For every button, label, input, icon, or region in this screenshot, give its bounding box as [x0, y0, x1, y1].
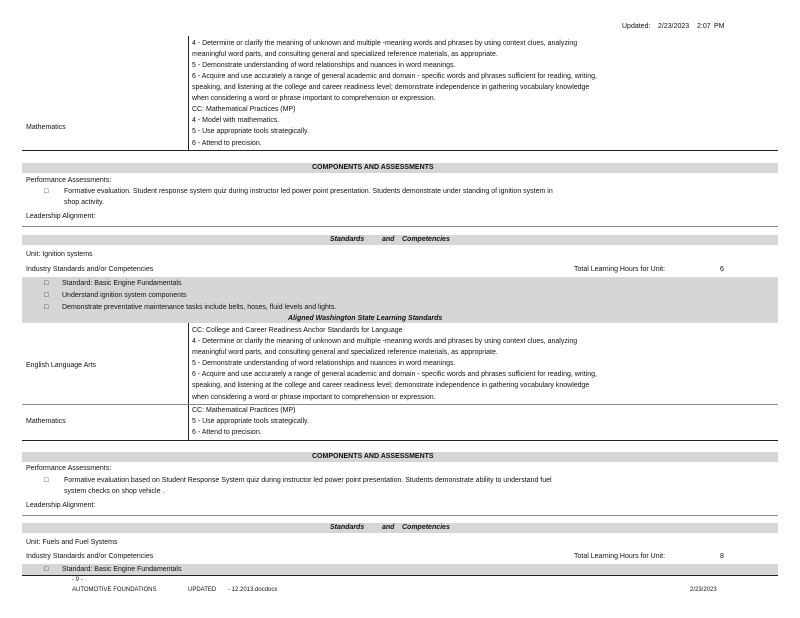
updated-label: Updated: — [622, 23, 651, 30]
bullet: □ — [44, 566, 49, 573]
standards-line: CC: College and Career Readiness Anchor Standards for Language — [192, 327, 403, 334]
standards-line: 6 - Acquire and use accurately a range of general academic and domain - specific words and phrases sufficient for reading, writing, — [192, 371, 597, 378]
standards-bar — [22, 235, 778, 245]
standards-heading: and — [382, 524, 395, 531]
footer-updated: UPDATED — [188, 587, 217, 593]
bullet: □ — [44, 477, 49, 484]
footer-program: AUTOMOTIVE FOUNDATIONS — [72, 587, 157, 593]
divider — [22, 440, 778, 441]
standards-line: CC: Mathematical Practices (MP) — [192, 407, 296, 414]
standards-line: when considering a word or phrase important to comprehension or expression. — [192, 95, 436, 102]
column-divider — [188, 323, 189, 440]
updated-ampm: PM — [714, 23, 725, 30]
standards-line: 6 - Attend to precision. — [192, 429, 262, 436]
unit-line: Unit: Fuels and Fuel Systems — [26, 539, 118, 546]
standards-line: 5 - Demonstrate understanding of word relationships and nuances in word meanings. — [192, 360, 456, 367]
divider — [22, 226, 778, 227]
standards-line: 6 - Attend to precision. — [192, 140, 262, 147]
standards-line: 6 - Acquire and use accurately a range of general academic and domain - specific words and phrases sufficient for reading, writing, — [192, 73, 597, 80]
bullet: □ — [44, 304, 49, 311]
performance-label: Performance Assessments: — [26, 177, 112, 184]
industry-label: Industry Standards and/or Competencies — [26, 553, 154, 560]
components-heading: COMPONENTS AND ASSESSMENTS — [312, 453, 434, 460]
subject-label: English Language Arts — [26, 362, 97, 369]
updated-time: 2:07 — [697, 23, 711, 30]
components-heading: COMPONENTS AND ASSESSMENTS — [312, 164, 434, 171]
standards-heading: Competencies — [402, 236, 450, 243]
standards-line: speaking, and listening at the college and career readiness level; demonstrate independence in gathering vocabulary knowledge — [192, 84, 590, 91]
footer-file: - 12.2013.docdocx — [228, 587, 278, 593]
subject-label: Mathematics — [26, 124, 66, 131]
performance-text: system checks on shop vehicle . — [64, 488, 165, 495]
total-hours-value: 6 — [720, 266, 724, 273]
bullet: □ — [44, 188, 49, 195]
subject-label: Mathematics — [26, 418, 66, 425]
standard-item: Standard: Basic Engine Fundamentals — [62, 566, 182, 573]
total-hours-label: Total Learning Hours for Unit: — [574, 266, 666, 273]
standards-line: speaking, and listening at the college and career readiness level; demonstrate independence in gathering vocabulary knowledge — [192, 382, 590, 389]
unit-line: Unit: Ignition systems — [26, 251, 93, 258]
page-number: - 9 - — [72, 577, 83, 583]
column-divider — [188, 36, 189, 151]
standards-line: 5 - Use appropriate tools strategically. — [192, 128, 309, 135]
standards-line: CC: Mathematical Practices (MP) — [192, 106, 296, 113]
total-hours-value: 8 — [720, 553, 724, 560]
footer-date: 2/23/2023 — [690, 587, 717, 593]
standards-line: 4 - Determine or clarify the meaning of unknown and multiple -meaning words and phrases by using context clues, analyzing — [192, 40, 578, 47]
standards-heading: Standards — [330, 236, 365, 243]
standard-item: Understand ignition system components — [62, 292, 187, 299]
standard-item: Demonstrate preventative maintenance tasks include belts, hoses, fluid levels and lights. — [62, 304, 337, 311]
standards-line: when considering a word or phrase important to comprehension or expression. — [192, 394, 436, 401]
aligned-heading: Aligned Washington State Learning Standards — [288, 315, 443, 322]
divider — [22, 515, 778, 516]
standards-heading: Standards — [330, 524, 365, 531]
total-hours-label: Total Learning Hours for Unit: — [574, 553, 666, 560]
divider — [22, 150, 778, 151]
performance-text: shop activity. — [64, 199, 104, 206]
divider — [22, 575, 778, 576]
standards-heading: Competencies — [402, 524, 450, 531]
updated-date: 2/23/2023 — [658, 23, 690, 30]
standards-heading: and — [382, 236, 395, 243]
standards-line: 4 - Determine or clarify the meaning of unknown and multiple -meaning words and phrases by using context clues, analyzing — [192, 338, 578, 345]
divider — [22, 404, 778, 405]
standards-line: meaningful word parts, and consulting general and specialized reference materials, as appropriate. — [192, 51, 498, 58]
standards-line: meaningful word parts, and consulting general and specialized reference materials, as appropriate. — [192, 349, 498, 356]
standards-line: 5 - Demonstrate understanding of word relationships and nuances in word meanings. — [192, 62, 456, 69]
standards-line: 5 - Use appropriate tools strategically. — [192, 418, 309, 425]
performance-text: Formative evaluation based on Student Response System quiz during instructor led power point presentation. Students demonstrate ability to understand fuel — [64, 477, 552, 484]
industry-label: Industry Standards and/or Competencies — [26, 266, 154, 273]
performance-label: Performance Assessments: — [26, 465, 112, 472]
bullet: □ — [44, 280, 49, 287]
standards-bar — [22, 523, 778, 533]
leadership-label: Leadership Alignment: — [26, 502, 96, 509]
bullet: □ — [44, 292, 49, 299]
standard-item: Standard: Basic Engine Fundamentals — [62, 280, 182, 287]
leadership-label: Leadership Alignment: — [26, 213, 96, 220]
standards-line: 4 - Model with mathematics. — [192, 117, 280, 124]
performance-text: Formative evaluation. Student response system quiz during instructor led power point presentation. Students demonstrate under standing of ignition system in — [64, 188, 553, 195]
